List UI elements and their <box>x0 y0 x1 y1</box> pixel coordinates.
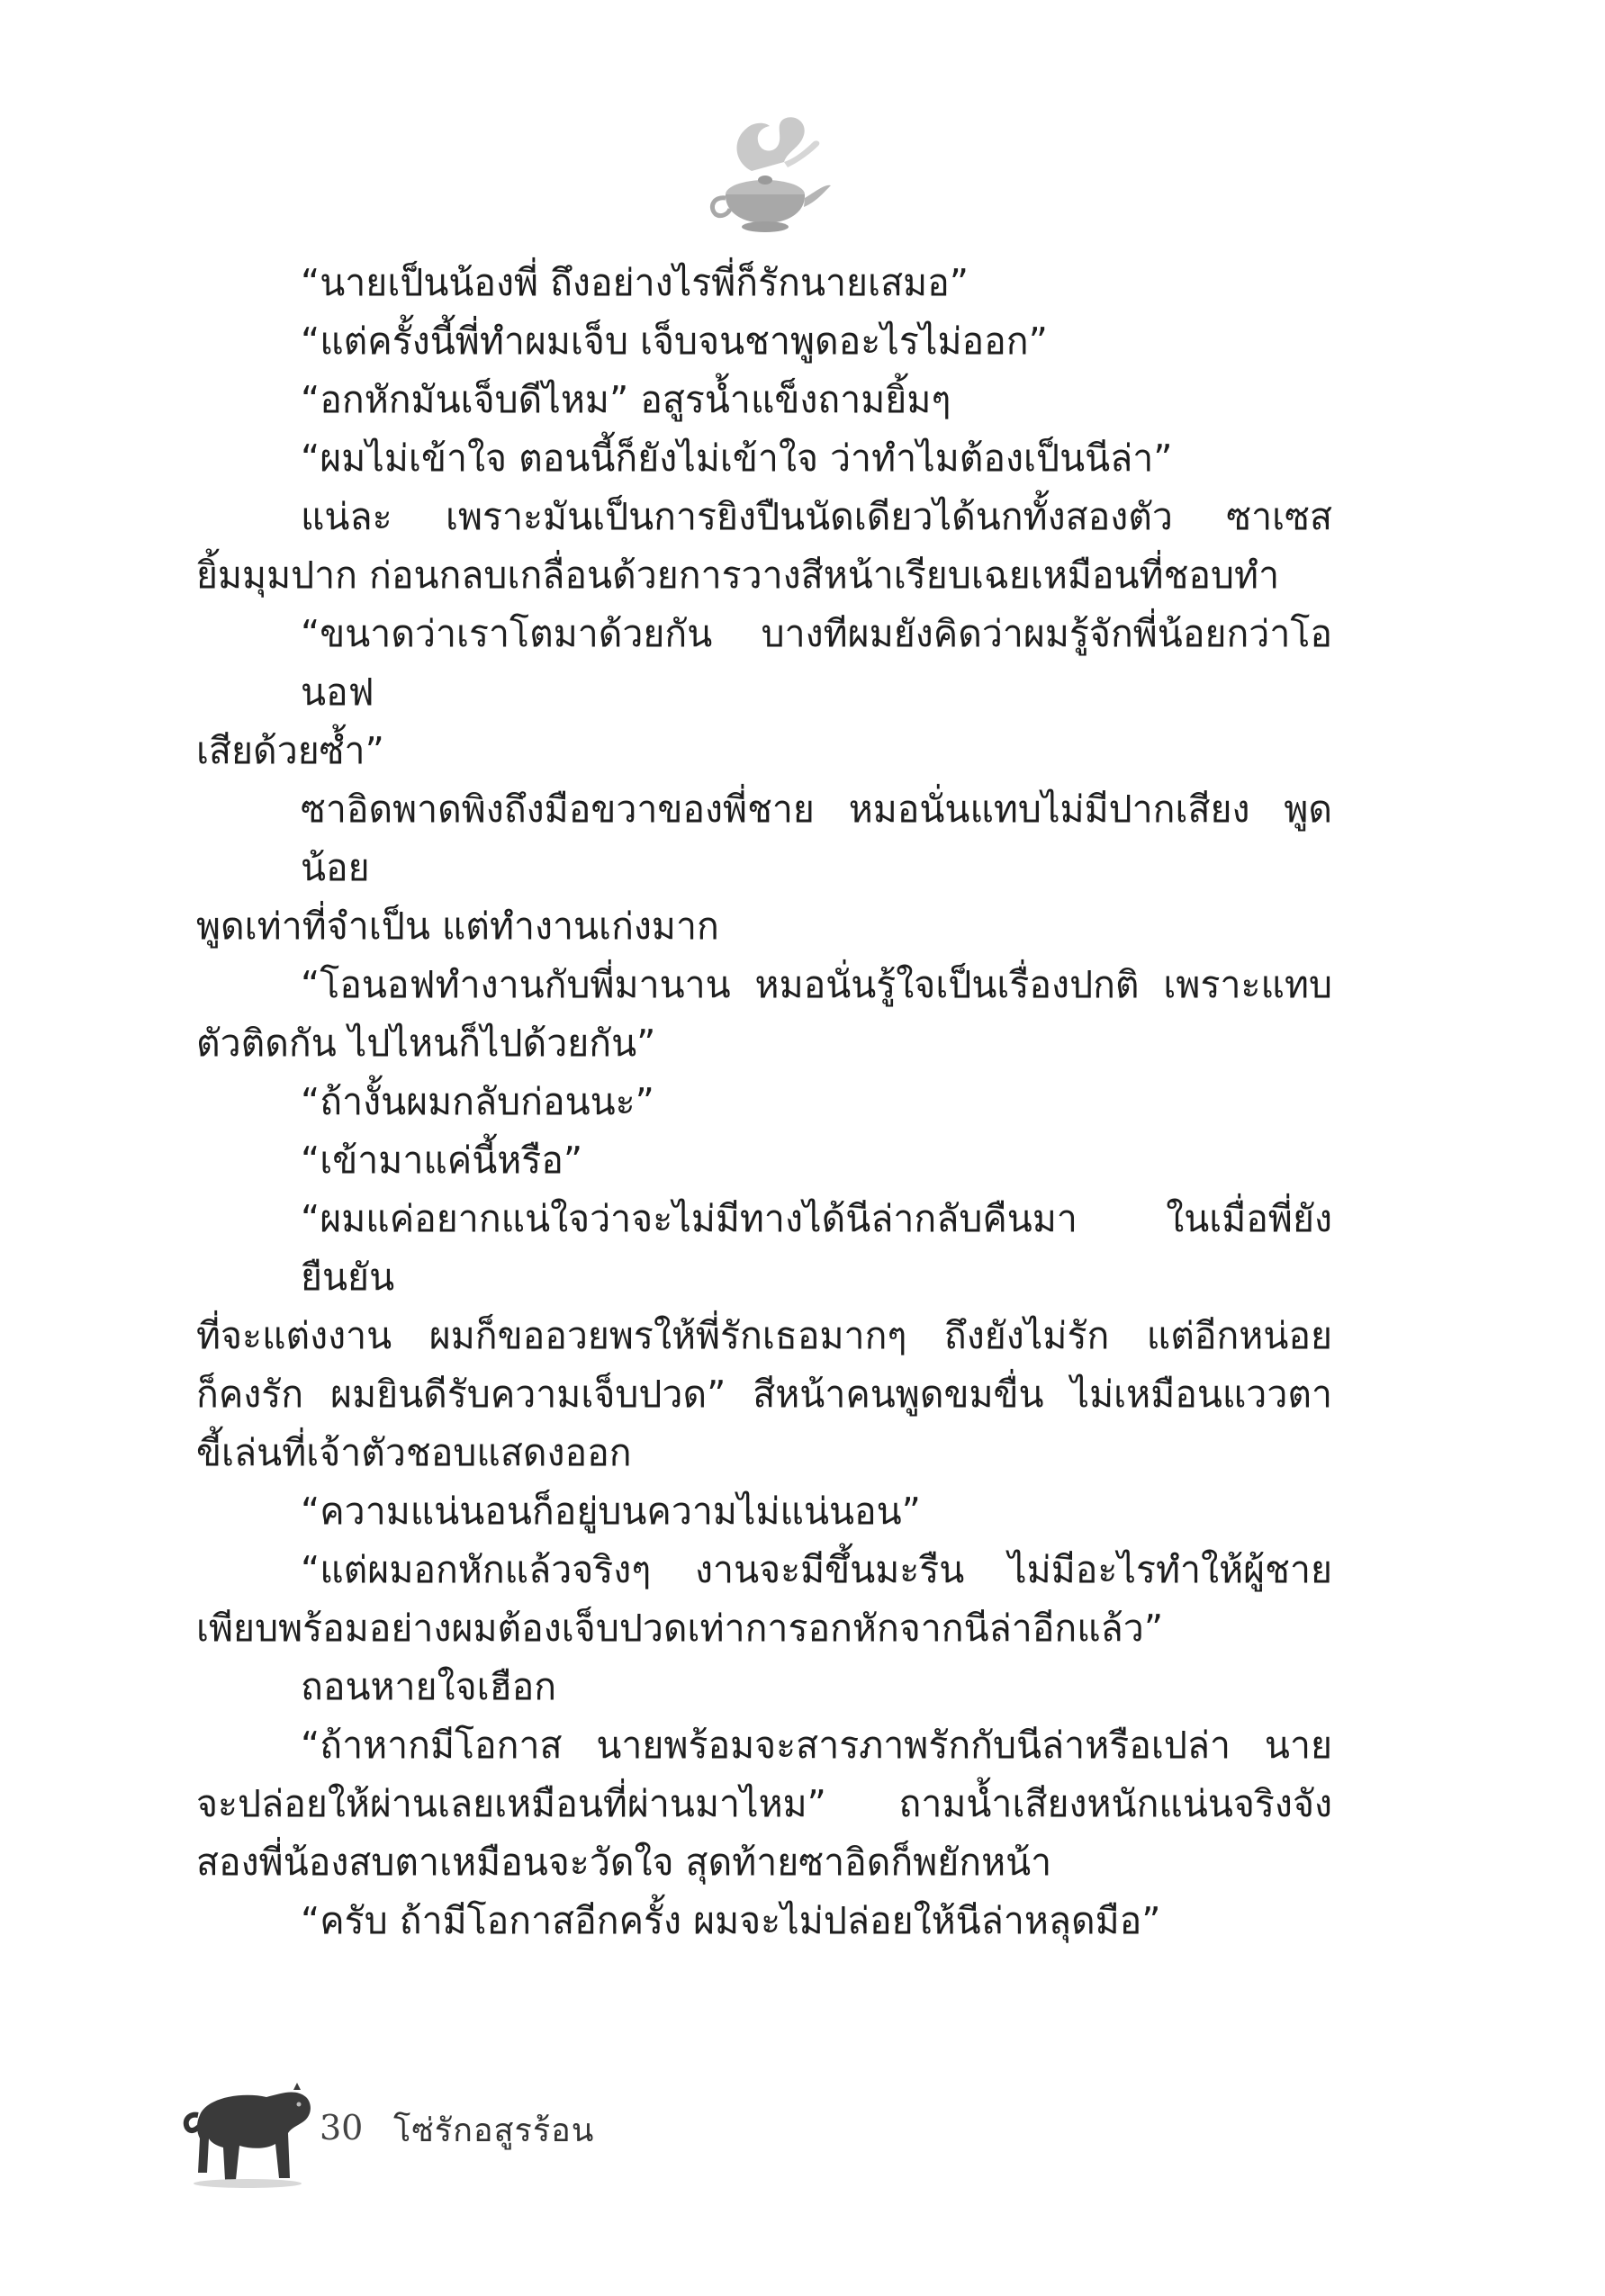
text-line: “ครับ ถ้ามีโอกาสอีกครั้ง ผมจะไม่ปล่อยให้นีล่าหลุดมือ” <box>301 1899 1161 1942</box>
paragraph <box>196 605 1332 780</box>
paragraph <box>196 1892 1332 1950</box>
paragraph <box>196 488 1332 605</box>
text-line: ถอนหายใจเฮือก <box>301 1665 557 1708</box>
text-line: “ผมไม่เข้าใจ ตอนนี้ก็ยังไม่เข้าใจ ว่าทำไมต้องเป็นนีล่า” <box>301 437 1173 480</box>
text-line: พูดเท่าที่จำเป็น แต่ทำงานเก่งมาก <box>196 905 719 948</box>
paragraph <box>196 1716 1332 1892</box>
paragraph <box>196 254 1332 312</box>
text-line: “โอนอฟทำงานกับพี่มานาน หมอนั่นรู้ใจเป็นเรื่องปกติ เพราะแทบ <box>301 963 1332 1006</box>
text-line: “เข้ามาแค่นี้หรือ” <box>301 1139 583 1182</box>
text-line: จะปล่อยให้ผ่านเลยเหมือนที่ผ่านมาไหม” ถามน้ำเสียงหนักแน่นจริงจัง <box>196 1782 1332 1825</box>
text-line: ขี้เล่นที่เจ้าตัวชอบแสดงออก <box>196 1431 632 1474</box>
text-line: “ถ้างั้นผมกลับก่อนนะ” <box>301 1080 654 1123</box>
text-line: ก็คงรัก ผมยินดีรับความเจ็บปวด” สีหน้าคนพูดขมขื่น ไม่เหมือนแววตา <box>196 1373 1332 1416</box>
text-line: ซาอิดพาดพิงถึงมือขวาของพี่ชาย หมอนั่นแทบไม่มีปากเสียง พูดน้อย <box>301 788 1332 889</box>
text-line: “ขนาดว่าเราโตมาด้วยกัน บางทีผมยังคิดว่าผมรู้จักพี่น้อยกว่าโอนอฟ <box>301 612 1332 714</box>
text-line: เพียบพร้อมอย่างผมต้องเจ็บปวดเท่าการอกหักจากนีล่าอีกแล้ว” <box>196 1607 1164 1650</box>
paragraph <box>196 956 1332 1073</box>
story-text <box>196 254 1332 1950</box>
text-line: “แต่ครั้งนี้พี่ทำผมเจ็บ เจ็บจนชาพูดอะไรไม่ออก” <box>301 320 1048 363</box>
paragraph <box>196 371 1332 429</box>
paragraph <box>196 1541 1332 1658</box>
text-line: “นายเป็นน้องพี่ ถึงอย่างไรพี่ก็รักนายเสมอ” <box>301 261 969 304</box>
paragraph <box>196 1658 1332 1716</box>
genie-lamp-icon <box>698 108 833 234</box>
text-line: ยิ้มมุมปาก ก่อนกลบเกลื่อนด้วยการวางสีหน้าเรียบเฉยเหมือนที่ชอบทำ <box>196 554 1280 597</box>
paragraph <box>196 312 1332 371</box>
page-number: 30 <box>320 2108 364 2147</box>
text-line: “แต่ผมอกหักแล้วจริงๆ งานจะมีขึ้นมะรืน ไม่มีอะไรทำให้ผู้ชาย <box>301 1548 1332 1591</box>
paragraph <box>196 1190 1332 1482</box>
text-line: “อกหักมันเจ็บดีไหม” อสูรน้ำแข็งถามยิ้มๆ <box>301 378 951 421</box>
text-line: “ผมแค่อยากแน่ใจว่าจะไม่มีทางได้นีล่ากลับคืนมา ในเมื่อพี่ยังยืนยัน <box>301 1197 1332 1299</box>
paragraph <box>196 1482 1332 1541</box>
paragraph <box>196 1073 1332 1131</box>
text-line: “ถ้าหากมีโอกาส นายพร้อมจะสารภาพรักกับนีล่าหรือเปล่า นาย <box>301 1724 1332 1767</box>
book-title: โซ่รักอสูรร้อน <box>393 2112 595 2149</box>
page-footer <box>180 2061 720 2196</box>
panther-icon <box>180 2061 315 2196</box>
text-line: สองพี่น้องสบตาเหมือนจะวัดใจ สุดท้ายซาอิดก็พยักหน้า <box>196 1841 1052 1884</box>
text-line: แน่ละ เพราะมันเป็นการยิงปืนนัดเดียวได้นกทั้งสองตัว ซาเซส <box>301 495 1332 538</box>
paragraph <box>196 1131 1332 1190</box>
text-line: เสียด้วยซ้ำ” <box>196 729 384 772</box>
text-line: ที่จะแต่งงาน ผมก็ขออวยพรให้พี่รักเธอมากๆ ถึงยังไม่รัก แต่อีกหน่อย <box>196 1314 1332 1357</box>
paragraph <box>196 780 1332 956</box>
text-line: ตัวติดกัน ไปไหนก็ไปด้วยกัน” <box>196 1022 656 1065</box>
text-line: “ความแน่นอนก็อยู่บนความไม่แน่นอน” <box>301 1490 921 1533</box>
paragraph <box>196 429 1332 488</box>
